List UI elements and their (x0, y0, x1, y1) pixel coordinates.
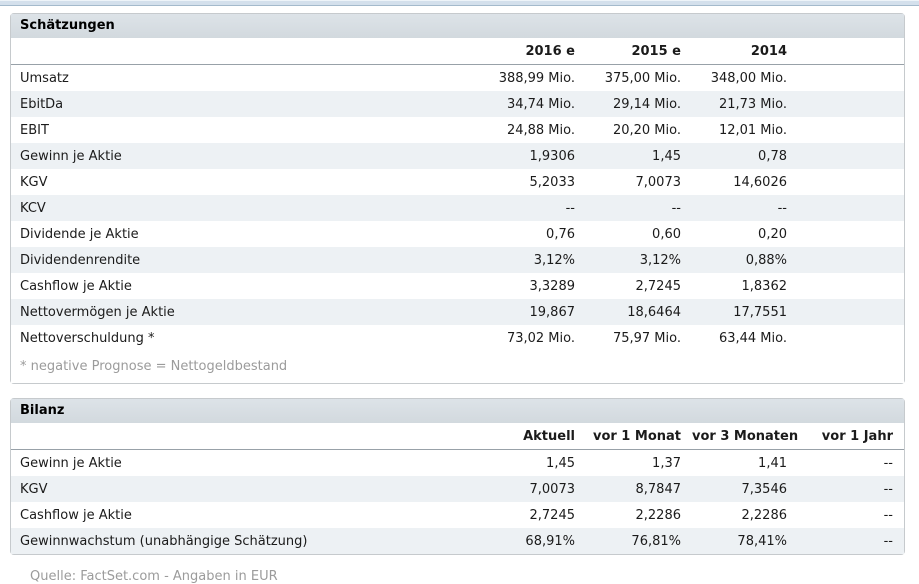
cell-value: 1,9306 (529, 148, 575, 164)
tables-container (10, 13, 905, 555)
cell-value (798, 91, 904, 117)
column-header: vor 1 Jahr (798, 423, 904, 450)
cell-value: 78,41% (737, 533, 787, 549)
cell-value: 24,88 Mio. (506, 122, 575, 138)
cell-value: -- (883, 507, 893, 523)
cell-value: 2,2286 (635, 507, 681, 523)
cell-value (798, 117, 904, 143)
row-label: KGV (20, 174, 48, 190)
cell-value (798, 221, 904, 247)
row-label: Cashflow je Aktie (20, 278, 132, 294)
row-label: EbitDa (20, 96, 64, 112)
panel-footnote: * negative Prognose = Nettogeldbestand (11, 351, 904, 383)
table-row (11, 528, 904, 554)
row-label: Gewinn je Aktie (20, 148, 122, 164)
table-row (11, 476, 904, 502)
cell-value: 17,7551 (733, 304, 787, 320)
table-row (11, 65, 904, 92)
cell-value: 2,7245 (635, 278, 681, 294)
column-header: vor 1 Monat (586, 423, 692, 450)
row-label: Cashflow je Aktie (20, 507, 132, 523)
column-header: vor 3 Monaten (692, 423, 798, 450)
cell-value: 73,02 Mio. (506, 330, 575, 346)
cell-value: 7,0073 (635, 174, 681, 190)
cell-value: 68,91% (525, 533, 575, 549)
cell-value (798, 143, 904, 169)
row-label: KCV (20, 200, 46, 216)
cell-value: 7,3546 (741, 481, 787, 497)
cell-value: 12,01 Mio. (718, 122, 787, 138)
table-row (11, 143, 904, 169)
cell-value: 19,867 (529, 304, 575, 320)
row-label: Umsatz (20, 70, 69, 86)
table-row (11, 91, 904, 117)
table-row (11, 450, 904, 477)
column-header: Aktuell (480, 423, 586, 450)
cell-value: 75,97 Mio. (612, 330, 681, 346)
column-header: 2016 e (480, 38, 586, 65)
cell-value (798, 169, 904, 195)
row-label: Dividende je Aktie (20, 226, 139, 242)
cell-value: -- (883, 481, 893, 497)
cell-value: 0,20 (758, 226, 787, 242)
cell-value: -- (671, 200, 681, 216)
cell-value (798, 65, 904, 92)
source-note: Quelle: FactSet.com - Angaben in EUR (30, 569, 278, 584)
column-header: 2015 e (586, 38, 692, 65)
row-label: Gewinnwachstum (unabhängige Schätzung) (20, 533, 308, 549)
table-row (11, 299, 904, 325)
cell-value: 5,2033 (529, 174, 575, 190)
table-row (11, 221, 904, 247)
cell-value: 0,60 (652, 226, 681, 242)
row-label: Dividendenrendite (20, 252, 141, 268)
cell-value: 348,00 Mio. (710, 70, 787, 86)
panel-title-schaetzungen: Schätzungen (11, 14, 904, 38)
table-row (11, 325, 904, 351)
cell-value: 34,74 Mio. (506, 96, 575, 112)
cell-value: 21,73 Mio. (718, 96, 787, 112)
row-label: Nettoverschuldung * (20, 330, 155, 346)
cell-value (798, 273, 904, 299)
cell-value: 0,88% (745, 252, 787, 268)
cell-value: 2,7245 (529, 507, 575, 523)
cell-value: 1,45 (546, 455, 575, 471)
panel-bilanz (10, 398, 905, 555)
row-label: EBIT (20, 122, 49, 138)
cell-value: 29,14 Mio. (612, 96, 681, 112)
data-table-bilanz (11, 423, 904, 554)
column-header-row (11, 423, 904, 450)
table-row (11, 169, 904, 195)
cell-value: 2,2286 (741, 507, 787, 523)
cell-value: 0,78 (758, 148, 787, 164)
cell-value: 14,6026 (733, 174, 787, 190)
cell-value (798, 247, 904, 273)
cell-value: 1,37 (652, 455, 681, 471)
column-header-row (11, 38, 904, 65)
row-label: Gewinn je Aktie (20, 455, 122, 471)
cell-value: 375,00 Mio. (604, 70, 681, 86)
cell-value: -- (565, 200, 575, 216)
data-table-schaetzungen (11, 38, 904, 351)
cell-value: 0,76 (546, 226, 575, 242)
cell-value: 20,20 Mio. (612, 122, 681, 138)
cell-value: -- (777, 200, 787, 216)
cell-value: 3,12% (639, 252, 681, 268)
content-area (0, 6, 919, 584)
column-header-blank (11, 423, 480, 450)
cell-value: -- (883, 533, 893, 549)
cell-value: 1,41 (758, 455, 787, 471)
column-header (798, 38, 904, 65)
cell-value: 3,3289 (529, 278, 575, 294)
panel-schaetzungen (10, 13, 905, 384)
cell-value: 388,99 Mio. (498, 70, 575, 86)
cell-value: 1,45 (652, 148, 681, 164)
cell-value (798, 299, 904, 325)
table-row (11, 502, 904, 528)
cell-value: -- (883, 455, 893, 471)
panel-title-bilanz: Bilanz (11, 399, 904, 423)
cell-value: 76,81% (631, 533, 681, 549)
cell-value: 8,7847 (635, 481, 681, 497)
row-label: KGV (20, 481, 48, 497)
cell-value (798, 325, 904, 351)
table-row (11, 117, 904, 143)
cell-value: 3,12% (533, 252, 575, 268)
cell-value: 7,0073 (529, 481, 575, 497)
cell-value: 18,6464 (627, 304, 681, 320)
row-label: Nettovermögen je Aktie (20, 304, 175, 320)
table-row (11, 195, 904, 221)
cell-value: 1,8362 (741, 278, 787, 294)
table-row (11, 273, 904, 299)
cell-value: 63,44 Mio. (718, 330, 787, 346)
column-header: 2014 (692, 38, 798, 65)
column-header-blank (11, 38, 480, 65)
cell-value (798, 195, 904, 221)
table-row (11, 247, 904, 273)
